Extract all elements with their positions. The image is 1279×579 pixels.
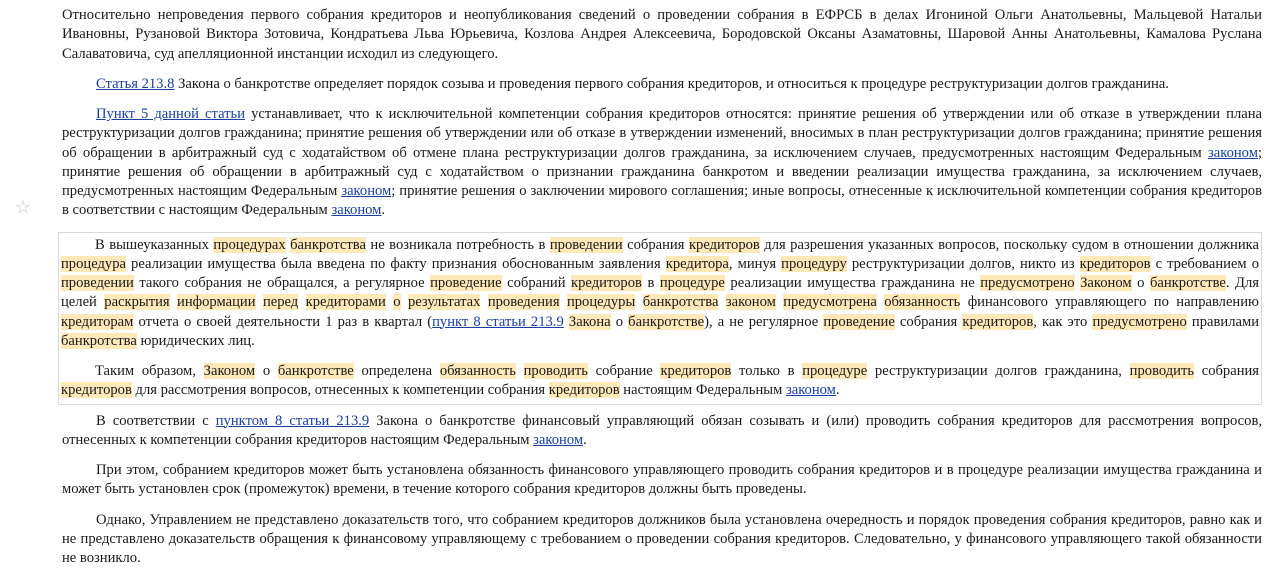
text-run: о [255, 363, 278, 379]
highlighted-term: предусмотрено [980, 275, 1075, 291]
reference-link[interactable]: законом [1207, 144, 1258, 161]
text-run: собрание [587, 363, 661, 379]
text-run: реструктуризации долгов гражданина, [867, 363, 1130, 379]
text-run [635, 294, 642, 310]
text-run: реализации имущества гражданина не [724, 275, 981, 291]
text-run: определена [353, 363, 440, 379]
text-run: ), а не регулярное [704, 313, 824, 330]
text-run: реализации имущества была введена по факту признания обоснованным заявления [126, 255, 666, 272]
reference-link[interactable]: пункт 8 статьи 213.9 [432, 313, 564, 330]
text-run: для разрешения указанных вопросов, поскольку судом в отношении должника [759, 236, 1259, 253]
highlighted-term: Законом [1080, 275, 1132, 291]
highlighted-term: обязанность [884, 294, 961, 311]
highlighted-term: проведения [487, 294, 560, 311]
text-run: не возникала потребность в [365, 236, 550, 253]
text-run: такого собрания не обращался, а регулярное [133, 275, 431, 291]
text-run [256, 294, 263, 310]
highlighted-term: о [393, 294, 401, 311]
text-run: с требованием о [1150, 255, 1260, 272]
paragraph-group-bottom [62, 412, 1262, 569]
highlighted-term: кредиторам [61, 313, 134, 330]
paragraph [62, 75, 1262, 94]
highlighted-term: проводить [1129, 363, 1195, 379]
reference-link[interactable]: законом [533, 431, 584, 448]
text-run [516, 363, 524, 379]
text-run [170, 294, 177, 310]
paragraph-group-top [62, 6, 1262, 221]
paragraph [62, 461, 1262, 500]
text-run: Относительно непроведения первого собрания кредиторов и неопубликования сведений о проведении собрания в ЕФРСБ в делах Игониной Ольги Анатольевны, Мальцевой Натальи Ивановны, Рузановой Виктора Зотовича, Кондратьева Льва Юрьевича, Козлова Андрея Алексеевича, Бородовской Оксаны Азаматовны, Шаровой Анны Анатольевны, Камалова Руслана Салаватовича, суд апелляционной инстанции исходил из следующего. [62, 7, 1262, 62]
text-run: собрания [894, 313, 963, 330]
highlighted-term: информации [177, 294, 256, 311]
highlighted-term: кредиторов [688, 236, 760, 253]
highlighted-term: раскрытия [104, 294, 170, 311]
text-run: в [641, 275, 660, 291]
reference-link[interactable]: Статья 213.8 [96, 75, 175, 92]
highlighted-term: законом [725, 294, 776, 311]
highlighted-term: кредиторами [305, 294, 386, 311]
paragraph [62, 511, 1262, 569]
text-run: реструктуризации долгов, никто из [846, 255, 1080, 272]
paragraph [61, 362, 1259, 401]
reference-link[interactable]: законом [341, 183, 392, 199]
highlighted-term: кредиторов [660, 363, 732, 379]
text-run: юридических лиц. [136, 332, 255, 349]
document-body [62, 6, 1262, 579]
highlighted-paragraph-block[interactable] [58, 232, 1262, 405]
bookmark-star-icon[interactable]: ☆ [14, 197, 32, 217]
highlighted-term: кредиторов [962, 313, 1034, 330]
highlighted-term: процедуры [566, 294, 636, 311]
highlighted-term: банкротства [61, 332, 137, 349]
reference-link[interactable]: законом [785, 382, 836, 399]
text-run: собрания [1194, 363, 1260, 379]
text-run: ; принятие решения об обращении в арбитражный суд с ходатайством о признании гражданина банкротом и введении реализации имущества гражданина, за исключением случаев, предусмотренных настоящим Федеральным [62, 144, 1262, 199]
text-run [298, 294, 305, 310]
paragraph [61, 236, 1259, 352]
text-run: устанавливает, что к исключительной компетенции собрания кредиторов относятся: принятие решения об утверждении или об отказе в утверждении плана реструктуризации долгов гражданина; принятие решения об утверждении или об отказе в утверждении изменений, вносимых в план реструктуризации долгов гражданина; принятие решения об обращении в арбитражный суд с ходатайством об отмене плана реструктуризации долгов гражданина, за исключением случаев, предусмотренных настоящим Федеральным [62, 106, 1262, 161]
text-run [560, 294, 567, 310]
highlighted-term: банкротства [290, 236, 366, 253]
text-run [480, 294, 487, 310]
text-run: Таким образом, [95, 363, 204, 379]
highlighted-term: кредиторов [571, 275, 642, 291]
paragraph [62, 105, 1262, 221]
text-run: , как это [1033, 313, 1093, 330]
highlighted-term: процедуру [781, 255, 847, 272]
text-run: В соответствии с [96, 412, 216, 429]
reference-link[interactable]: Пункт 5 данной статьи [96, 106, 246, 122]
highlighted-term: перед [262, 294, 299, 311]
text-run: Закона о банкротстве определяет порядок созыва и проведения первого собрания кредиторов, и относиться к процедуре реструктуризации долгов гражданина. [174, 75, 1169, 92]
text-run: о [1131, 275, 1150, 291]
highlighted-term: проводить [523, 363, 588, 379]
reference-link[interactable]: пунктом 8 статьи 213.9 [215, 412, 370, 429]
highlighted-term: банкротстве [277, 363, 354, 379]
highlighted-term: Законом [203, 363, 256, 379]
text-run: . [583, 431, 587, 448]
text-run: В вышеуказанных [95, 236, 214, 253]
highlighted-term: проведении [61, 275, 134, 291]
highlighted-term: предусмотрено [1092, 313, 1187, 330]
text-run: собрания [622, 236, 689, 253]
highlighted-term: кредитора [665, 255, 729, 272]
text-run [401, 294, 408, 310]
text-run: правилами [1186, 313, 1260, 330]
text-run: Однако, Управлением не представлено доказательств того, что собранием кредиторов должников была установлена очередность и порядок проведения собрания кредиторов, равно как и не представлено доказательств обращения к финансовому управляющему с требованием о проведении собрания кредиторов. Следовательно, у финансового управляющего такой обязанности не возникло. [62, 511, 1262, 566]
highlighted-term: предусмотрена [783, 294, 877, 311]
text-run: отчета о своей деятельности 1 раз в квартал ( [133, 313, 433, 330]
highlighted-term: кредиторов [1079, 255, 1151, 272]
text-run: . [381, 202, 386, 219]
highlighted-term: проведение [430, 275, 502, 291]
highlighted-term: банкротстве [628, 313, 705, 330]
highlighted-term: проведение [823, 313, 895, 330]
highlighted-term: банкротства [642, 294, 719, 311]
text-run: . Для целей [61, 275, 1259, 311]
text-run: , минуя [728, 255, 782, 272]
text-run: финансового управляющего по направлению [960, 294, 1259, 311]
paragraph [62, 412, 1262, 451]
text-run: Закона о банкротстве финансовый управляющий обязан созывать и (или) проводить собрания кредиторов для рассмотрения вопросов, отнесенных к компетенции собрания кредиторов настоящим Федеральным [62, 412, 1262, 448]
paragraph [62, 6, 1262, 64]
text-run [718, 294, 725, 310]
highlighted-term: процедуре [802, 363, 868, 379]
text-run: При этом, собранием кредиторов может быть установлена обязанность финансового управляющего проводить собрания кредиторов и в процедуре реализации имущества гражданина и может быть установлен срок (промежуток) времени, в течение которого собрания кредиторов должны быть проведены. [62, 462, 1262, 498]
highlighted-term: кредиторов [61, 382, 132, 399]
highlighted-term: обязанность [439, 363, 516, 379]
text-run: ; принятие решения о заключении мирового соглашения; иные вопросы, отнесенные к исключительной компетенции собрания кредиторов в соответствии с настоящим Федеральным [62, 183, 1262, 219]
text-run: для рассмотрения вопросов, отнесенных к компетенции собрания [131, 382, 549, 399]
text-run: настоящим Федеральным [619, 382, 786, 399]
reference-link[interactable]: законом [331, 202, 382, 219]
text-run: . [835, 382, 840, 399]
highlighted-term: процедурах [213, 236, 286, 253]
highlighted-term: банкротстве [1149, 275, 1226, 291]
highlighted-term: проведении [549, 236, 623, 253]
highlighted-term: процедуре [659, 275, 725, 291]
text-run: только в [731, 363, 803, 379]
text-run: о [610, 313, 629, 330]
highlighted-term: кредиторов [548, 382, 620, 399]
highlighted-term: результатах [407, 294, 481, 311]
highlighted-term: Закона [568, 313, 611, 330]
highlighted-term: процедура [61, 255, 126, 272]
text-run: собраний [501, 275, 572, 291]
